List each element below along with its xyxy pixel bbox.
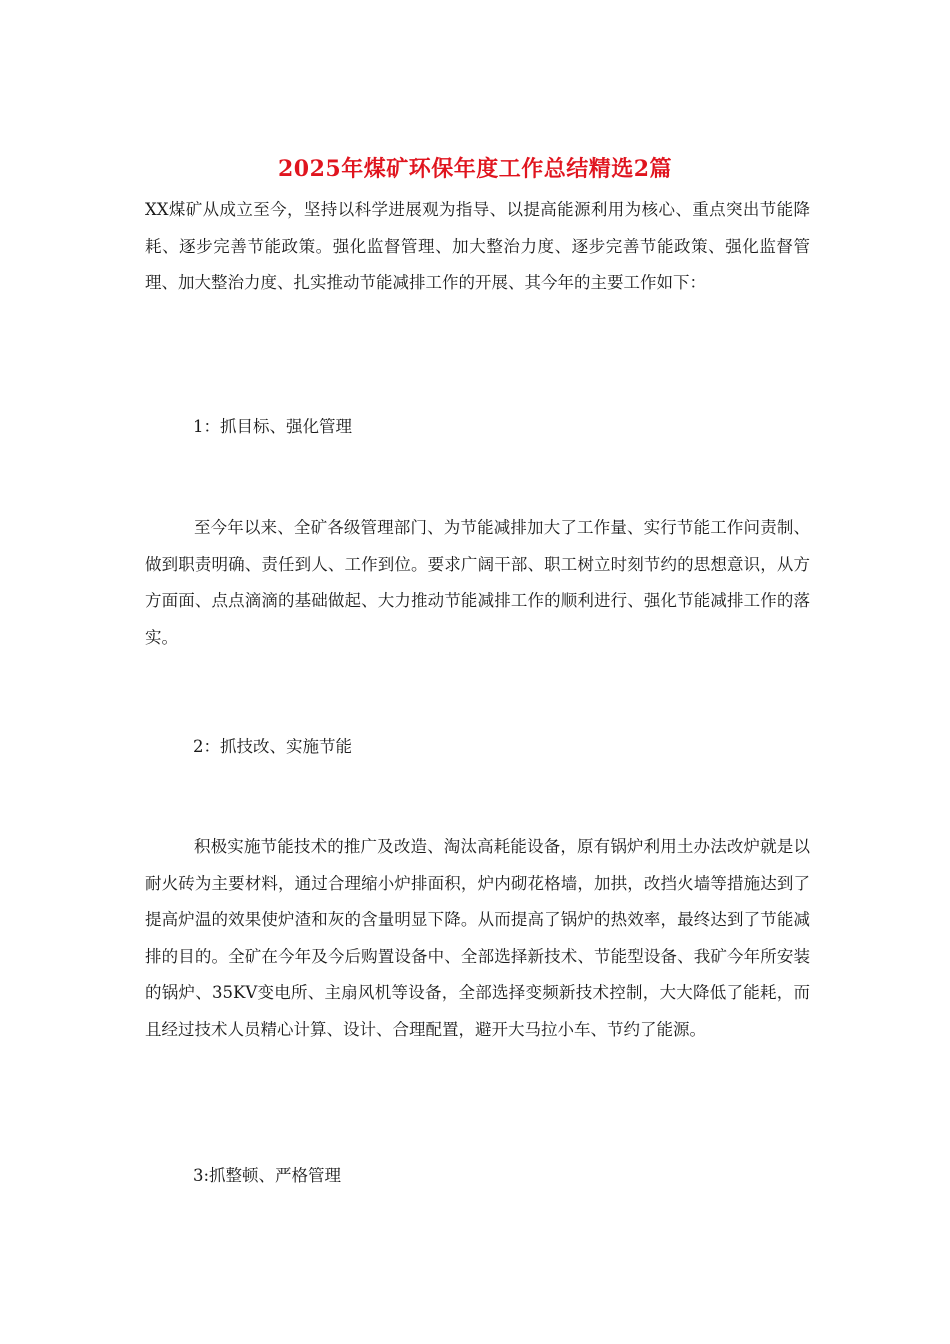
section-2-body: 积极实施节能技术的推广及改造、淘汰高耗能设备，原有锅炉利用土办法改炉就是以耐火砖为主要材料，通过合理缩小炉排面积，炉内砌花格墙，加拱，改挡火墙等措施达到了提高炉温的效果使炉渣和灰的含量明显下降。从而提高了锅炉的热效率，最终达到了节能减排的目的。全矿在今年及今后购置设备中、全部选择新技术、节能型设备、我矿今年所安装的锅炉、35KV变电所、主扇风机等设备，全部选择变频新技术控制，大大降低了能耗，而且经过技术人员精心计算、设计、合理配置，避开大马拉小车、节约了能源。	[145, 837, 810, 1039]
section-1-heading: 1：抓目标、强化管理	[193, 417, 352, 436]
section-1-body: 至今年以来、全矿各级管理部门、为节能减排加大了工作量、实行节能工作问责制、做到职责明确、责任到人、工作到位。要求广阔干部、职工树立时刻节约的思想意识，从方方面面、点点滴滴的基础做起、大力推动节能减排工作的顺利进行、强化节能减排工作的落实。	[145, 518, 810, 647]
intro-paragraph: XX煤矿从成立至今，坚持以科学进展观为指导、以提高能源利用为核心、重点突出节能降耗、逐步完善节能政策。强化监督管理、加大整治力度、逐步完善节能政策、强化监督管理、加大整治力度、扎实推动节能减排工作的开展、其今年的主要工作如下：	[145, 200, 810, 292]
section-2-heading: 2：抓技改、实施节能	[193, 737, 352, 756]
section-3-heading: 3:抓整顿、严格管理	[193, 1166, 342, 1185]
document-title: 2025年煤矿环保年度工作总结精选2篇	[277, 156, 673, 182]
